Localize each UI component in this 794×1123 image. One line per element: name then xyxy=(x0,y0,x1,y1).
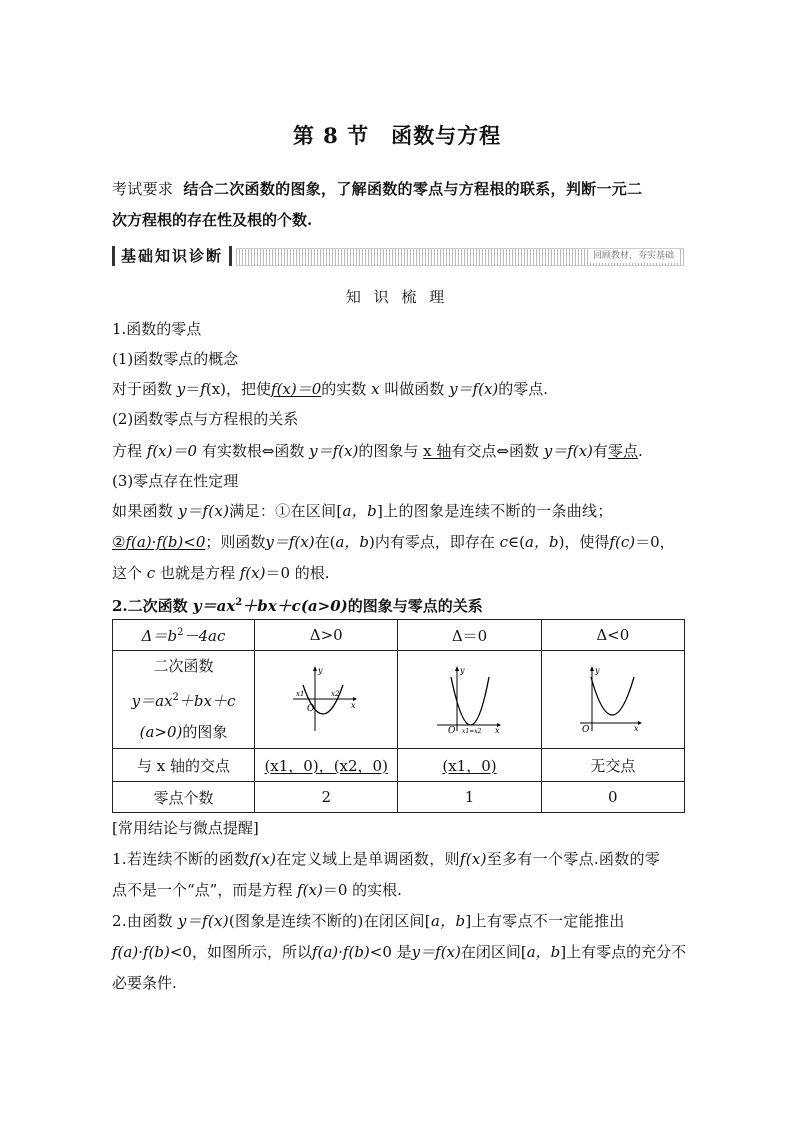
note-1-line2: 点不是一个“点”，而是方程 f(x)＝0 的实根. xyxy=(112,881,402,899)
origin-label: O xyxy=(447,725,455,733)
s1-sub3: (3)零点存在性定理 xyxy=(112,472,239,490)
header-zero: Δ＝0 xyxy=(398,620,541,651)
header-positive: Δ>0 xyxy=(255,620,398,651)
y-label: y xyxy=(318,665,323,675)
s1-p1: 对于函数 y＝f(x)，把使f(x)＝0的实数 x 叫做函数 y＝f(x)的零点. xyxy=(112,380,549,398)
x2-label: x2 xyxy=(331,689,340,698)
header-negative: Δ<0 xyxy=(541,620,684,651)
section-title: 知 识 梳 理 xyxy=(345,288,449,306)
origin-label: O xyxy=(307,703,315,714)
y-label: y xyxy=(594,665,600,675)
intersection-label: 与 x 轴的交点 xyxy=(113,749,255,782)
s1-p5: 这个 c 也就是方程 f(x)＝0 的根. xyxy=(112,564,330,582)
intersection-one: (x1，0) xyxy=(398,749,541,782)
banner-right-label: 回顾教材，夯实基础 xyxy=(589,249,678,263)
zero-count-label: 零点个数 xyxy=(113,782,255,813)
exam-requirement-line1: 考试要求 结合二次函数的图象，了解函数的零点与方程根的联系，判断一元二 xyxy=(112,180,643,198)
parabola-two-roots-graph xyxy=(291,663,361,733)
intersection-two: (x1，0)，(x2，0) xyxy=(255,749,398,782)
s1-sub1: (1)函数零点的概念 xyxy=(112,350,239,368)
graph-row-label: 二次函数 $y=ax^2+bx+c$ (a>0)的图象 xyxy=(113,651,255,749)
note-1-line1: 1.若连续不断的函数f(x)在定义域上是单调函数，则f(x)至多有一个零点.函数的零 xyxy=(112,850,661,868)
note-2-line1: 2.由函数 y＝f(x)(图象是连续不断的)在闭区间[a，b]上有零点不一定能推出 xyxy=(112,912,625,930)
table-row xyxy=(113,620,685,651)
zero-count-none: 0 xyxy=(541,782,684,813)
parabola-one-root-graph xyxy=(435,663,505,733)
parabola-curve xyxy=(591,677,634,715)
parabola-no-root-graph xyxy=(578,663,648,733)
s2-heading: 2.二次函数 $y=ax^2+bx+c(a>0)$的图象与零点的关系 xyxy=(112,597,483,615)
graph-one-root xyxy=(398,651,541,749)
note-2-line3: 必要条件. xyxy=(112,974,177,992)
y-axis-arrow xyxy=(590,666,594,671)
x-label: x xyxy=(494,725,500,733)
x1-label: x1 xyxy=(296,689,305,698)
graph-no-root xyxy=(541,651,684,749)
table-row xyxy=(113,782,685,813)
y-label: y xyxy=(459,665,465,675)
double-root-label: x1=x2 xyxy=(461,727,481,733)
zero-count-two: 2 xyxy=(255,782,398,813)
x-label: x xyxy=(633,723,639,733)
y-axis-arrow xyxy=(455,666,459,671)
header-discriminant: $\Delta=b^2-4ac$ xyxy=(113,620,255,651)
banner-left-label: 基础知识诊断 xyxy=(112,246,232,266)
table-row xyxy=(113,749,685,782)
notes-heading: [常用结论与微点提醒] xyxy=(112,819,259,837)
zero-count-one: 1 xyxy=(398,782,541,813)
s1-p4: ②f(a)·f(b)<0；则函数y＝f(x)在(a，b)内有零点，即存在 c∈(a，b)，使得f(c)＝0， xyxy=(112,533,675,551)
x-axis-arrow xyxy=(638,721,642,725)
table-row xyxy=(113,651,685,749)
exam-requirement-label: 考试要求 xyxy=(112,180,174,198)
s1-p3: 如果函数 y＝f(x)满足：①在区间[a，b]上的图象是连续不断的一条曲线； xyxy=(112,502,613,520)
y-axis-arrow xyxy=(313,666,317,671)
x-label: x xyxy=(351,700,356,710)
section-banner xyxy=(112,246,684,266)
s1-heading: 1.函数的零点 xyxy=(112,320,202,338)
s1-sub2: (2)函数零点与方程根的关系 xyxy=(112,410,299,428)
note-2-line2: f(a)·f(b)<0，如图所示，所以f(a)·f(b)<0 是y＝f(x)在闭区间[a，b]上有零点的充分不 xyxy=(112,943,687,961)
quadratic-table xyxy=(112,619,685,813)
s1-p2: 方程 f(x)＝0 有实数根⇔函数 y＝f(x)的图象与 x 轴有交点⇔函数 y＝f(x)有零点. xyxy=(112,442,643,460)
page-title: 第 8 节 函数与方程 xyxy=(292,123,502,148)
intersection-none: 无交点 xyxy=(541,749,684,782)
graph-two-roots xyxy=(255,651,398,749)
origin-label: O xyxy=(581,724,590,733)
exam-requirement-line2: 次方程根的存在性及根的个数. xyxy=(112,211,313,229)
